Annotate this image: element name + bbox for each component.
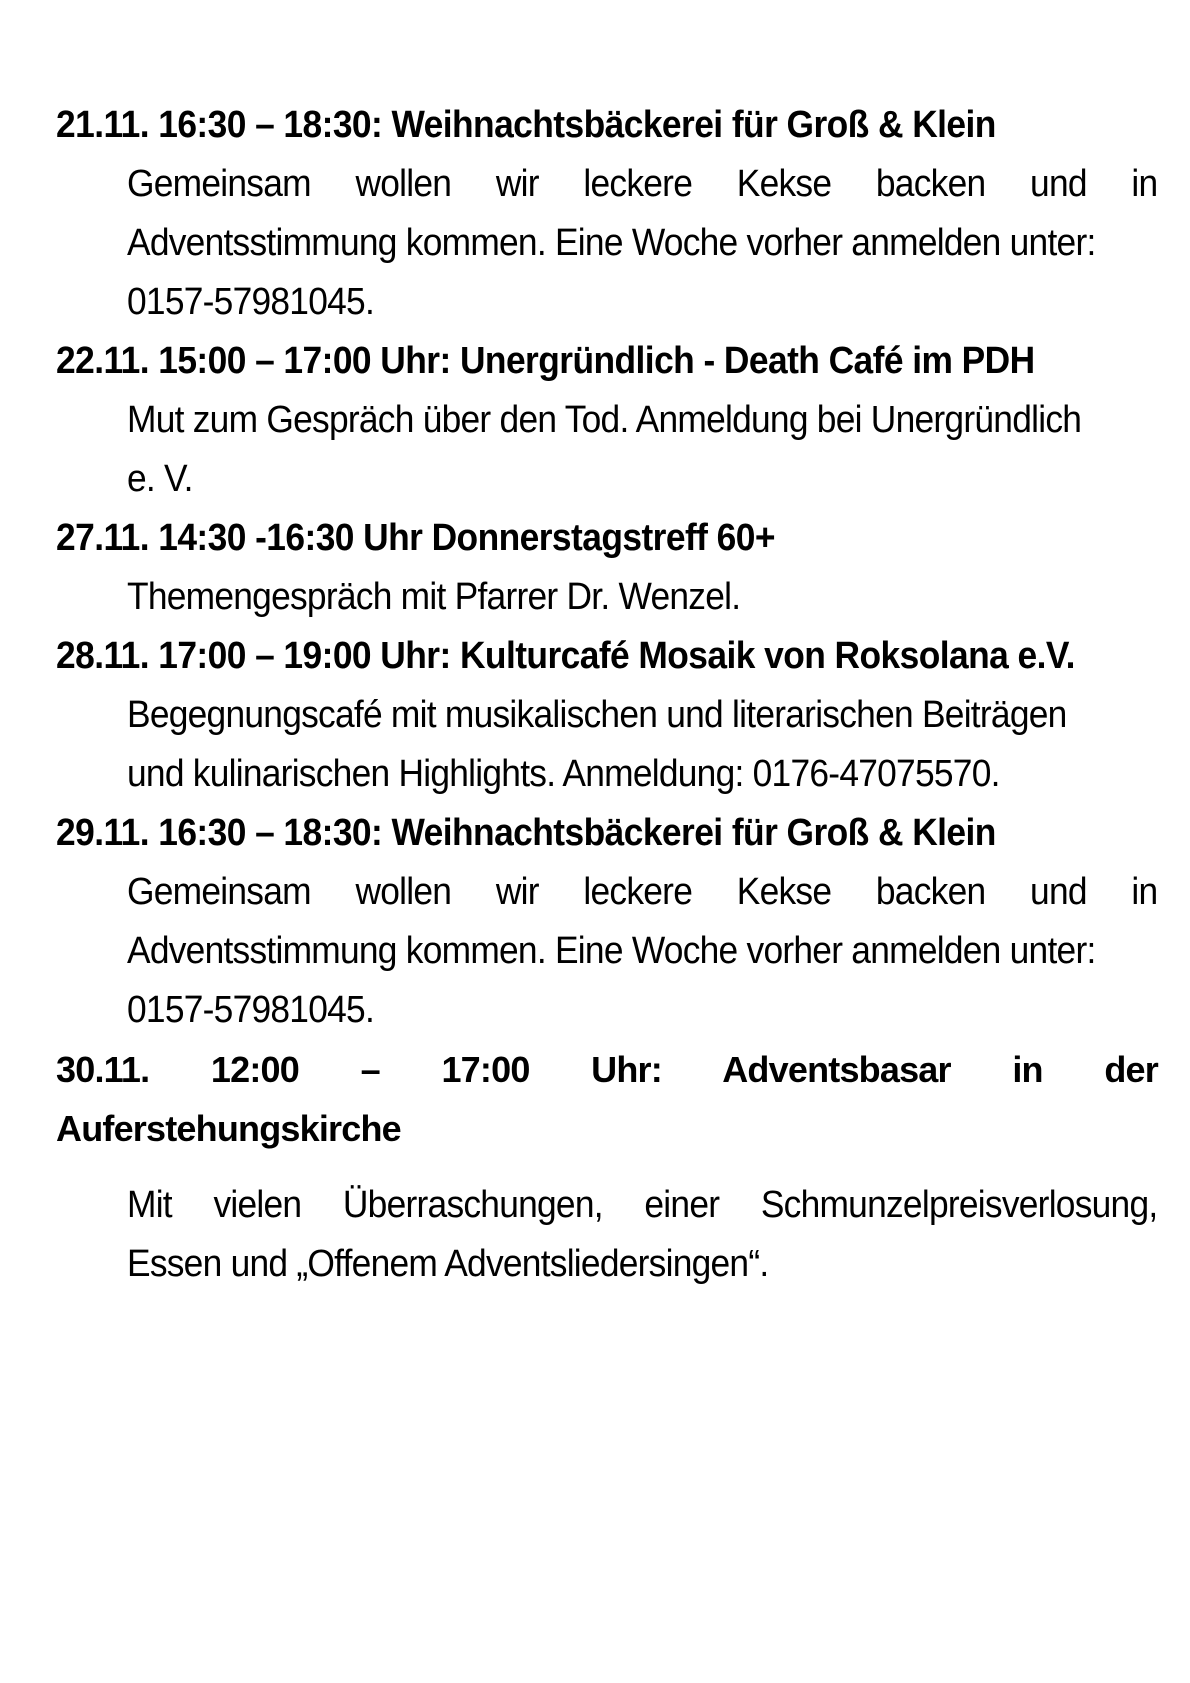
description-line: Essen und „Offenem Adventsliedersingen“. (127, 1243, 769, 1285)
event-title: 22.11. 15:00 – 17:00 Uhr: Unergründlich - Death Café im PDH (56, 340, 1035, 382)
event-title: 28.11. 17:00 – 19:00 Uhr: Kulturcafé Mosaik von Roksolana e.V. (56, 635, 1075, 677)
event-description (127, 1176, 1158, 1294)
event-title: 29.11. 16:30 – 18:30: Weihnachtsbäckerei für Groß & Klein (56, 812, 996, 854)
description-line: Mit vielen Überraschungen, einer Schmunzelpreisverlosung, (127, 1184, 1158, 1226)
event-title: 27.11. 14:30 -16:30 Uhr Donnerstagstreff 60+ (56, 517, 775, 559)
event-item (56, 509, 1158, 627)
description-line: Mut zum Gespräch über den Tod. Anmeldung bei Unergründlich (127, 399, 1082, 441)
event-title: 21.11. 16:30 – 18:30: Weihnachtsbäckerei für Groß & Klein (56, 104, 996, 146)
description-line: Gemeinsam wollen wir leckere Kekse backen und in (127, 163, 1158, 205)
event-description (127, 391, 1158, 509)
event-description (127, 155, 1158, 332)
description-line: Begegnungscafé mit musikalischen und literarischen Beiträgen (127, 694, 1067, 736)
description-line: 0157-57981045. (127, 989, 375, 1031)
description-line: e. V. (127, 458, 193, 500)
event-item (56, 96, 1158, 332)
event-item (56, 332, 1158, 509)
event-title-line: 30.11. 12:00 – 17:00 Uhr: Adventsbasar in der (56, 1049, 1158, 1090)
description-line: Adventsstimmung kommen. Eine Woche vorher anmelden unter: (127, 930, 1096, 972)
description-line: Adventsstimmung kommen. Eine Woche vorher anmelden unter: (127, 222, 1096, 264)
event-list (56, 96, 1158, 1294)
event-item (56, 1040, 1158, 1294)
event-description (127, 568, 1158, 627)
event-description (127, 686, 1158, 804)
description-line: 0157-57981045. (127, 281, 375, 323)
event-item (56, 804, 1158, 1040)
event-description (127, 863, 1158, 1040)
description-line: Gemeinsam wollen wir leckere Kekse backen und in (127, 871, 1158, 913)
event-item (56, 627, 1158, 804)
description-line: und kulinarischen Highlights. Anmeldung: 0176-47075570. (127, 753, 1000, 795)
description-line: Themengespräch mit Pfarrer Dr. Wenzel. (127, 576, 741, 618)
event-title-line: Auferstehungskirche (56, 1108, 401, 1149)
event-title (56, 1040, 1158, 1158)
